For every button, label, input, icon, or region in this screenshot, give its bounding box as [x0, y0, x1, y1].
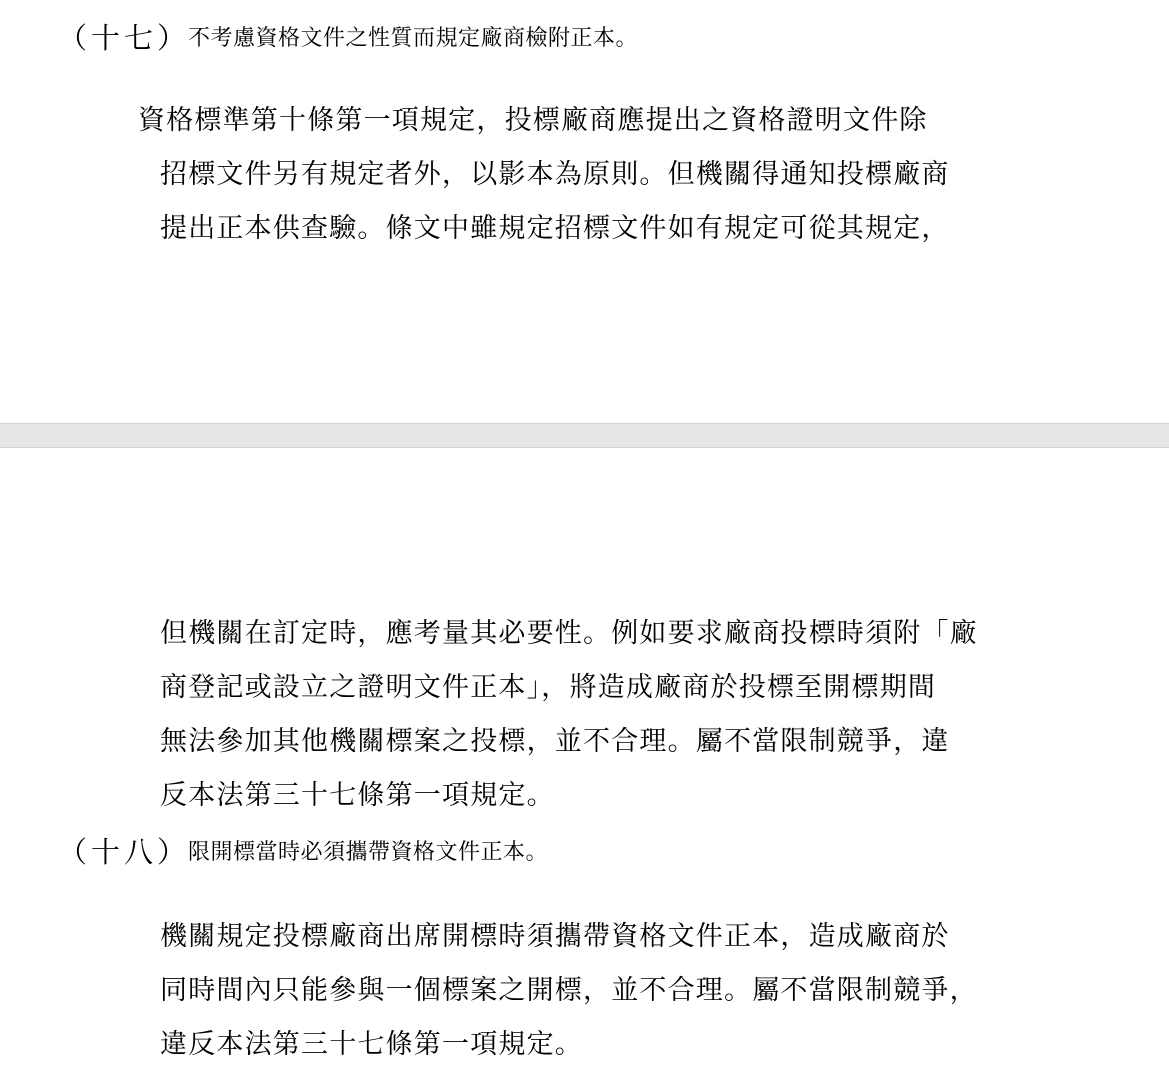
section-17-heading [58, 16, 638, 56]
paragraph-2-line-2: 商登記或設立之證明文件正本」，將造成廠商於投標至開標期間 [160, 672, 937, 703]
paragraph-2 [138, 607, 1038, 823]
paragraph-1-line-3: 提出正本供查驗。條文中雖規定招標文件如有規定可從其規定， [160, 213, 950, 244]
section-17-number: （十七） [58, 20, 191, 55]
paragraph-1 [138, 94, 1038, 256]
section-18-heading [58, 830, 548, 870]
document-page-1 [0, 0, 1169, 423]
section-18-number: （十八） [58, 834, 191, 869]
paragraph-1-line-1: 資格標準第十條第一項規定，投標廠商應提出之資格證明文件除 [138, 105, 928, 136]
paragraph-1-line-2: 招標文件另有規定者外，以影本為原則。但機關得通知投標廠商 [160, 159, 950, 190]
paragraph-3-line-1: 機關規定投標廠商出席開標時須攜帶資格文件正本，造成廠商於 [160, 921, 950, 952]
paragraph-3-line-2: 同時間內只能參與一個標案之開標，並不合理。屬不當限制競爭， [160, 975, 978, 1006]
document-page-2 [0, 448, 1169, 1066]
paragraph-3-line-3: 違反本法第三十七條第一項規定。 [160, 1029, 583, 1060]
paragraph-2-line-3: 無法參加其他機關標案之投標，並不合理。屬不當限制競爭，違 [160, 726, 950, 757]
section-17-title: 不考慮資格文件之性質而規定廠商檢附正本。 [188, 25, 639, 51]
page-break-gap [0, 423, 1169, 448]
paragraph-2-line-1: 但機關在訂定時，應考量其必要性。例如要求廠商投標時須附「廠 [160, 618, 978, 649]
section-18-title: 限開標當時必須攜帶資格文件正本。 [188, 839, 549, 865]
paragraph-3 [138, 910, 1038, 1066]
paragraph-2-line-4: 反本法第三十七條第一項規定。 [160, 780, 555, 811]
